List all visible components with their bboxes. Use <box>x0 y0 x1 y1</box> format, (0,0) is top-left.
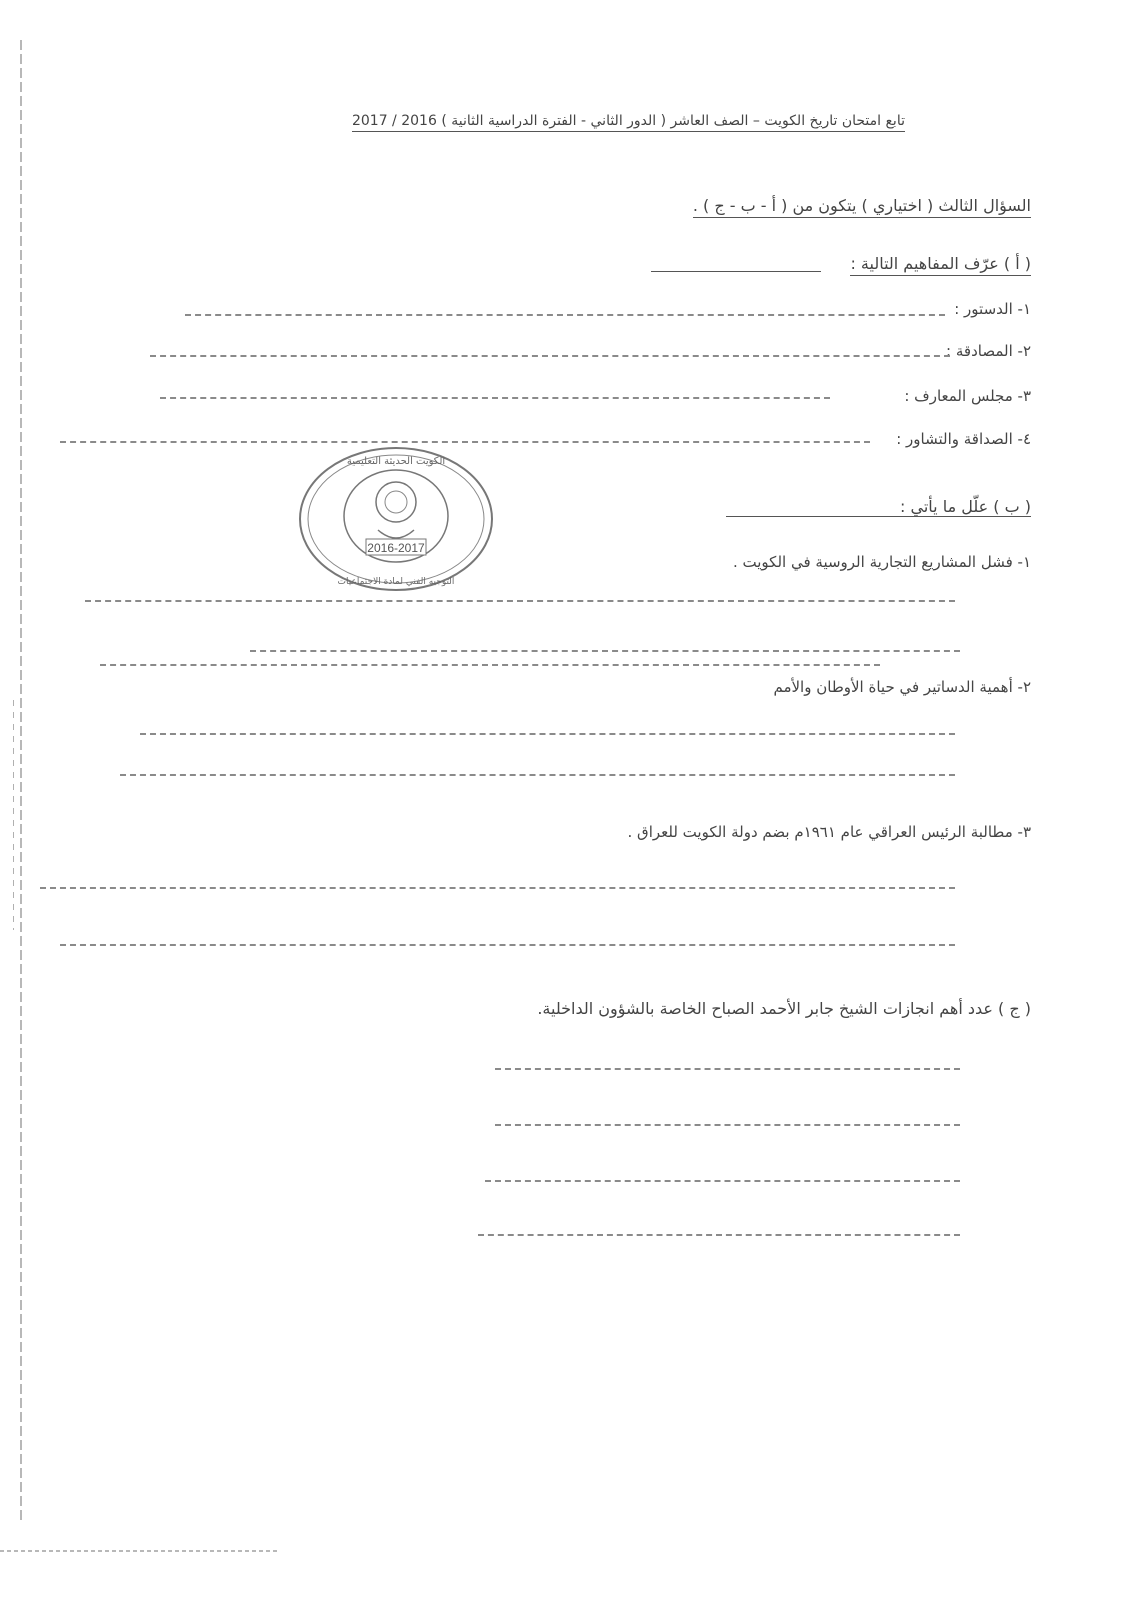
definition-item: ٣- مجلس المعارف : <box>904 387 1031 405</box>
answer-line <box>495 1124 960 1126</box>
definition-item: ٢- المصادقة : <box>946 342 1031 360</box>
stamp-year: 2016-2017 <box>367 541 425 555</box>
school-stamp <box>296 444 496 594</box>
definition-item: ١- الدستور : <box>954 300 1031 318</box>
question-title: السؤال الثالث ( اختياري ) يتكون من ( أ - ب - ج ) . <box>693 196 1031 218</box>
answer-line <box>485 1180 960 1182</box>
answer-line <box>100 664 880 666</box>
answer-line <box>478 1234 960 1236</box>
answer-line <box>85 600 955 602</box>
scan-margin-line <box>13 700 14 930</box>
scan-artifact <box>0 1550 280 1552</box>
reason-item: ١- فشل المشاريع التجارية الروسية في الكويت . <box>732 553 1031 571</box>
answer-line <box>495 1068 960 1070</box>
reason-item: ٣- مطالبة الرئيس العراقي عام ١٩٦١م بضم دولة الكويت للعراق . <box>627 823 1031 841</box>
part-b-underline <box>726 516 1031 517</box>
answer-line <box>160 397 830 399</box>
answer-line <box>120 774 955 776</box>
answer-line <box>140 733 955 735</box>
answer-line <box>250 650 960 652</box>
answer-line <box>60 944 955 946</box>
stamp-top-text: الكويت الحديثة التعليمية <box>346 456 446 467</box>
answer-line <box>40 887 955 889</box>
answer-line <box>150 355 950 357</box>
exam-header-title: تابع امتحان تاريخ الكويت – الصف العاشر ( الدور الثاني - الفترة الدراسية الثانية ) 2016 / 2017 <box>352 113 905 132</box>
definition-item: ٤- الصداقة والتشاور : <box>896 430 1031 448</box>
part-b-label: ( ب ) علّل ما يأتي : <box>900 497 1031 516</box>
part-c-label: ( ج ) عدد أهم انجازات الشيخ جابر الأحمد الصباح الخاصة بالشؤون الداخلية. <box>537 999 1031 1018</box>
answer-line <box>60 441 870 443</box>
reason-item: ٢- أهمية الدساتير في حياة الأوطان والأمم <box>773 678 1031 696</box>
scan-margin-line <box>20 40 22 1520</box>
part-a-underline <box>651 271 821 272</box>
part-a-label: ( أ ) عرّف المفاهيم التالية : <box>850 254 1031 276</box>
stamp-side-text: التوجيه الفني لمادة الاجتماعيات <box>337 577 455 587</box>
answer-line <box>185 314 945 316</box>
